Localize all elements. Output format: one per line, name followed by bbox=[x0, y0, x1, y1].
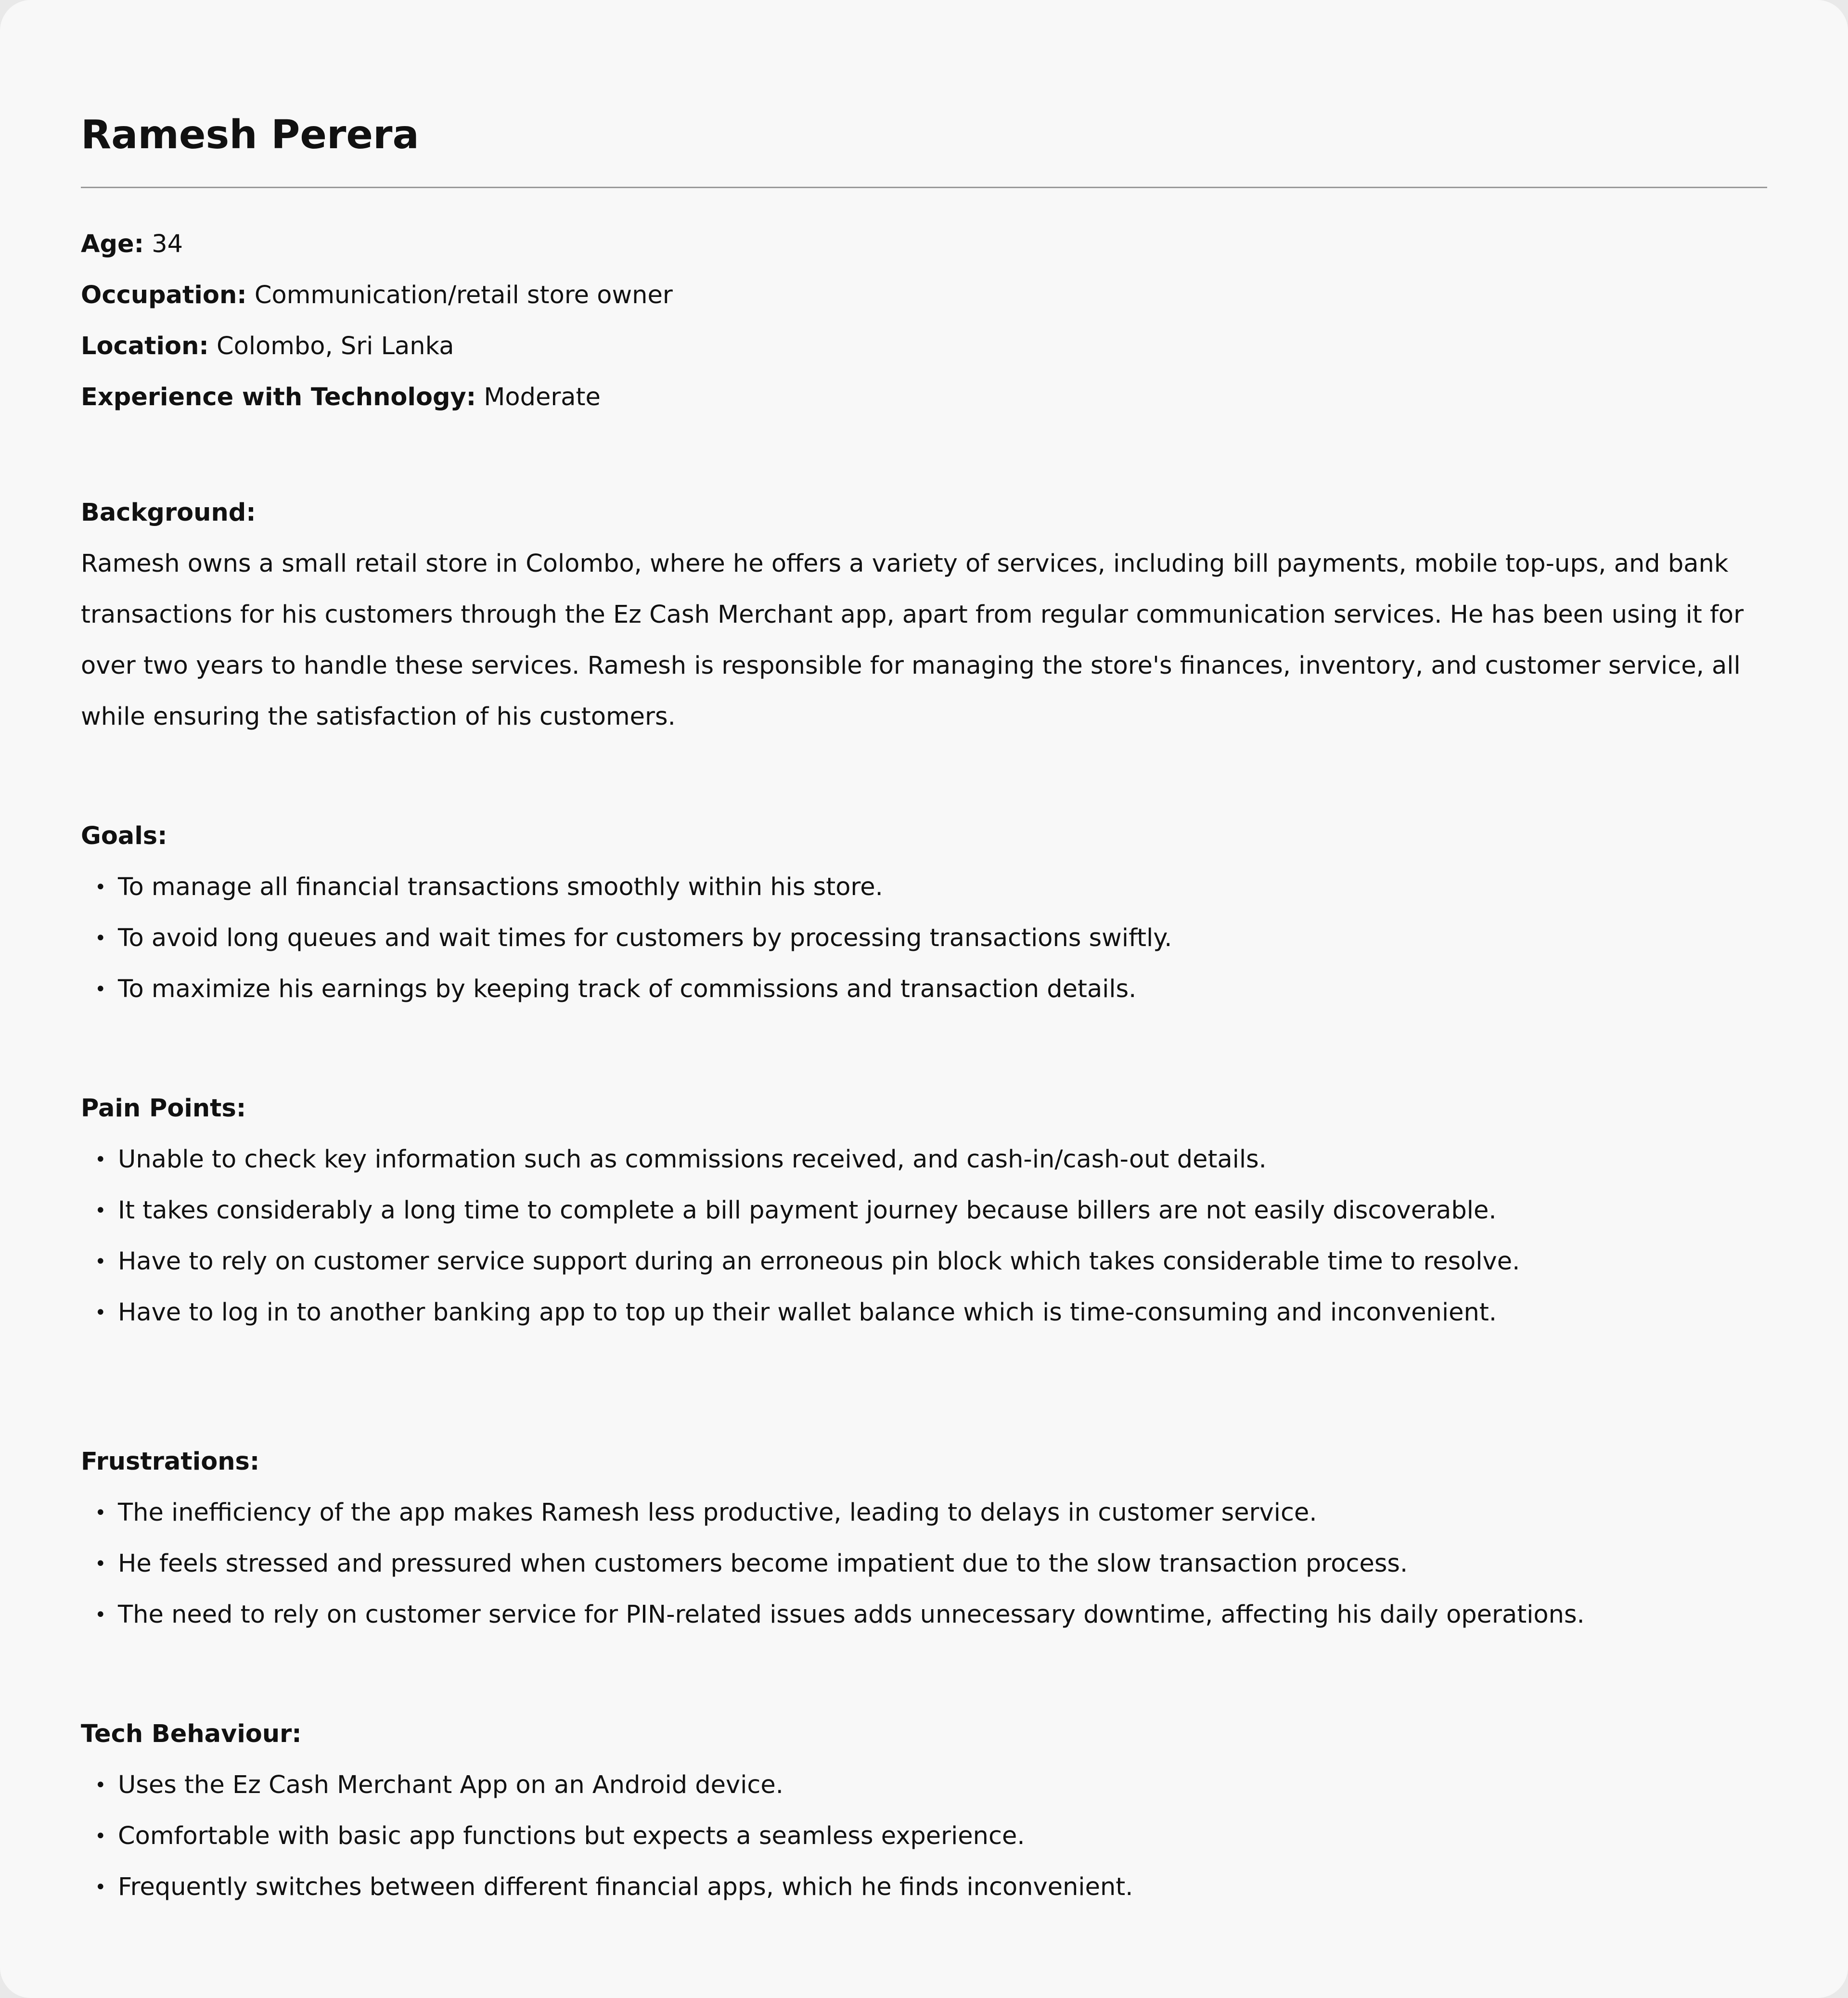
list-item: • Unable to check key information such as commissions received, and cash-in/cash-out details. bbox=[81, 1134, 1767, 1185]
list-item: • The need to rely on customer service for PIN-related issues adds unnecessary downtime, affecting his daily operations. bbox=[81, 1589, 1767, 1640]
pain-points-section bbox=[81, 1083, 1767, 1338]
detail-value: Moderate bbox=[484, 383, 601, 411]
frustrations-heading: Frustrations: bbox=[81, 1447, 260, 1476]
persona-details bbox=[81, 219, 1767, 423]
detail-label: Age: bbox=[81, 230, 144, 258]
list-item: • Comfortable with basic app functions but expects a seamless experience. bbox=[81, 1811, 1767, 1862]
goals-section bbox=[81, 811, 1767, 1015]
frustrations-section bbox=[81, 1436, 1767, 1640]
list-item: • He feels stressed and pressured when customers become impatient due to the slow transaction process. bbox=[81, 1538, 1767, 1589]
bullet-icon: • bbox=[95, 1251, 106, 1273]
detail-label: Location: bbox=[81, 332, 209, 360]
detail-age bbox=[81, 219, 1767, 270]
detail-tech-experience bbox=[81, 372, 1767, 423]
background-heading: Background: bbox=[81, 499, 256, 527]
bullet-icon: • bbox=[95, 1149, 106, 1171]
list-item: • To manage all financial transactions smoothly within his store. bbox=[81, 862, 1767, 913]
bullet-icon: • bbox=[95, 978, 106, 1000]
detail-location bbox=[81, 321, 1767, 372]
list-item: • Have to log in to another banking app to top up their wallet balance which is time-consuming and inconvenient. bbox=[81, 1287, 1767, 1338]
bullet-icon: • bbox=[95, 1302, 106, 1324]
bullet-icon: • bbox=[95, 1774, 106, 1796]
detail-occupation bbox=[81, 270, 1767, 321]
bullet-icon: • bbox=[95, 1502, 106, 1524]
persona-name: Ramesh Perera bbox=[81, 112, 419, 158]
list-item: • Frequently switches between different financial apps, which he finds inconvenient. bbox=[81, 1862, 1767, 1913]
bullet-icon: • bbox=[95, 876, 106, 898]
background-section bbox=[81, 487, 1767, 743]
pain-points-heading: Pain Points: bbox=[81, 1094, 246, 1123]
pain-points-list bbox=[81, 1134, 1767, 1338]
list-item: • To avoid long queues and wait times for customers by processing transactions swiftly. bbox=[81, 913, 1767, 964]
bullet-icon: • bbox=[95, 1876, 106, 1898]
bullet-icon: • bbox=[95, 1553, 106, 1575]
title-divider bbox=[81, 187, 1767, 188]
list-item: • The inefficiency of the app makes Ramesh less productive, leading to delays in customer service. bbox=[81, 1487, 1767, 1538]
list-item: • It takes considerably a long time to complete a bill payment journey because billers are not easily discoverable. bbox=[81, 1185, 1767, 1236]
bullet-icon: • bbox=[95, 927, 106, 949]
goals-list bbox=[81, 862, 1767, 1015]
list-item: • To maximize his earnings by keeping track of commissions and transaction details. bbox=[81, 964, 1767, 1015]
goals-heading: Goals: bbox=[81, 822, 167, 850]
list-item: • Uses the Ez Cash Merchant App on an Android device. bbox=[81, 1760, 1767, 1811]
detail-label: Experience with Technology: bbox=[81, 383, 476, 411]
list-item: • Have to rely on customer service support during an erroneous pin block which takes considerable time to resolve. bbox=[81, 1236, 1767, 1287]
bullet-icon: • bbox=[95, 1604, 106, 1626]
bullet-icon: • bbox=[95, 1200, 106, 1222]
tech-behaviour-section bbox=[81, 1709, 1767, 1913]
bullet-icon: • bbox=[95, 1825, 106, 1847]
frustrations-list bbox=[81, 1487, 1767, 1640]
detail-value: Communication/retail store owner bbox=[254, 281, 673, 309]
detail-label: Occupation: bbox=[81, 281, 247, 309]
detail-value: 34 bbox=[152, 230, 183, 258]
detail-value: Colombo, Sri Lanka bbox=[217, 332, 454, 360]
background-text: Ramesh owns a small retail store in Colombo, where he offers a variety of services, including bill payments, mobile top-ups, and bank transactions for his customers through the Ez Cash Merchant app, apart from regular communication services. He has been using it for over two years to handle these services. Ramesh is responsible for managing the store's finances, inventory, and customer service, all while ensuring the satisfaction of his customers. bbox=[81, 550, 1744, 731]
tech-behaviour-list bbox=[81, 1760, 1767, 1913]
tech-behaviour-heading: Tech Behaviour: bbox=[81, 1720, 302, 1748]
